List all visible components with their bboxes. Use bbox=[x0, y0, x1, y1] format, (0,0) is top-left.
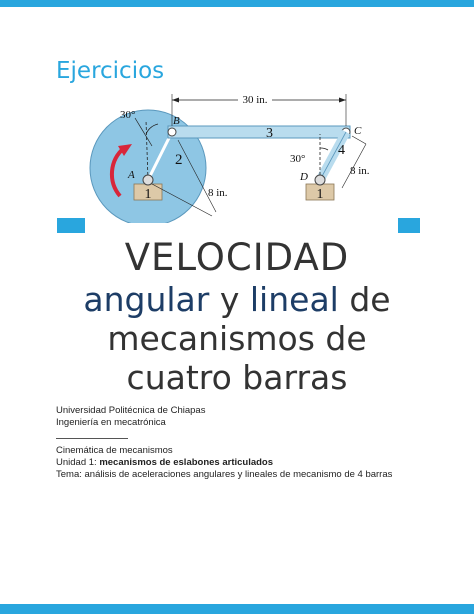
point-b-label: B bbox=[173, 115, 180, 127]
dim-arrow-left bbox=[172, 98, 179, 103]
headline-line-2 bbox=[0, 280, 474, 319]
dimension-crank-label: 8 in. bbox=[208, 187, 228, 199]
angle-right-label: 30° bbox=[290, 153, 306, 165]
four-bar-mechanism-diagram bbox=[80, 88, 400, 223]
divider-line bbox=[56, 438, 128, 439]
dim-arrow-right bbox=[339, 98, 346, 103]
pin-a bbox=[143, 175, 153, 185]
university-name: Universidad Politécnica de Chiapas bbox=[56, 405, 206, 416]
headline-line-3: mecanismos de bbox=[107, 319, 367, 358]
cover-headline bbox=[0, 236, 474, 397]
angle-arc-right bbox=[320, 148, 328, 150]
link-1-left-label: 1 bbox=[144, 187, 152, 202]
unit-label: Unidad 1: bbox=[56, 457, 97, 468]
headline-accent-lineal: lineal bbox=[249, 280, 339, 319]
bottom-accent-bar bbox=[0, 604, 474, 614]
accent-block-right bbox=[398, 218, 420, 233]
angle-left-label: 30° bbox=[120, 109, 136, 121]
point-c-label: C bbox=[354, 125, 362, 137]
section-title: Ejercicios bbox=[56, 58, 165, 84]
headline-accent-angular: angular bbox=[83, 280, 210, 319]
course-subject: Cinemática de mecanismos bbox=[56, 445, 173, 456]
link-3-label: 3 bbox=[266, 126, 273, 141]
headline-conjunction: y bbox=[219, 280, 240, 319]
link-2-label: 2 bbox=[175, 152, 183, 168]
program-name: Ingeniería en mecatrónica bbox=[56, 417, 166, 428]
course-unit bbox=[56, 457, 392, 469]
dimension-top-label: 30 in. bbox=[242, 94, 268, 106]
accent-block-left bbox=[57, 218, 85, 233]
headline-line-4: cuatro barras bbox=[126, 358, 348, 397]
pin-d bbox=[315, 175, 325, 185]
headline-line-1: VELOCIDAD bbox=[124, 236, 350, 279]
course-topic: Tema: análisis de aceleraciones angulares y lineales de mecanismo de 4 barras bbox=[56, 469, 393, 480]
point-a-label: A bbox=[128, 169, 135, 181]
link-1-right-label: 1 bbox=[316, 187, 324, 202]
unit-name: mecanismos de eslabones articulados bbox=[99, 457, 274, 468]
institution-block bbox=[56, 405, 205, 429]
dimension-line-rocker bbox=[352, 136, 366, 144]
pin-b bbox=[168, 128, 176, 136]
course-block bbox=[56, 445, 392, 481]
headline-preposition: de bbox=[349, 280, 391, 319]
dimension-rocker-label: 8 in. bbox=[350, 165, 370, 177]
top-accent-bar bbox=[0, 0, 474, 7]
coupler-link bbox=[168, 126, 350, 138]
link-4-label: 4 bbox=[338, 143, 345, 158]
point-d-label: D bbox=[300, 171, 308, 183]
